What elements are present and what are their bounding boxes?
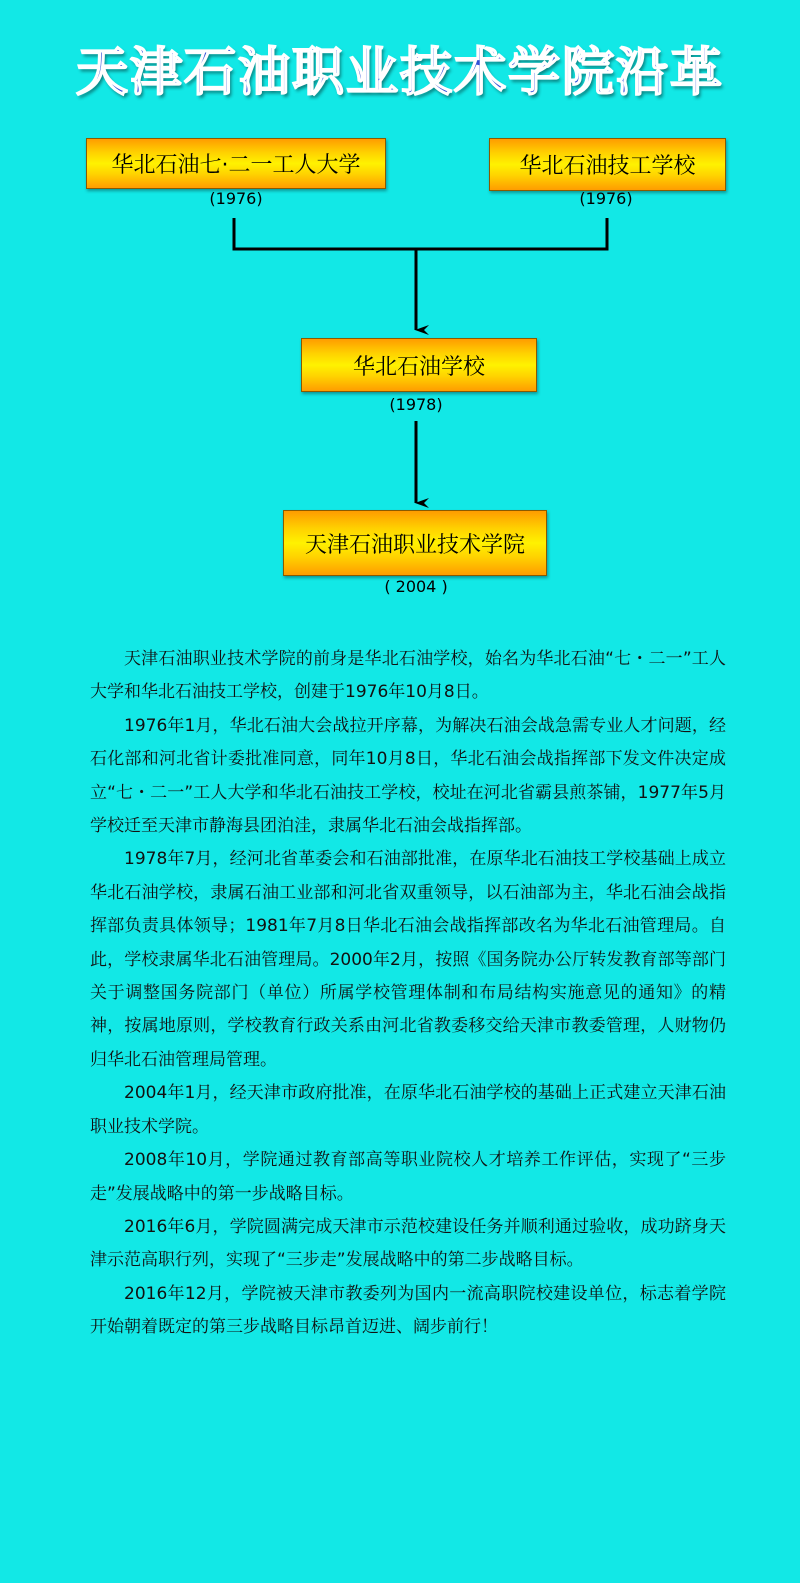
node-technical-school: 华北石油技工学校 bbox=[489, 138, 726, 191]
node-petroleum-school: 华北石油学校 bbox=[301, 338, 537, 392]
node-petroleum-school-year: (1978) bbox=[389, 395, 443, 414]
history-paragraph: 2016年6月，学院圆满完成天津市示范校建设任务并顺利通过验收，成功跻身天津示范高职行列，实现了“三步走”发展战略中的第二步战略目标。 bbox=[90, 1216, 726, 1271]
history-paragraph: 2004年1月，经天津市政府批准，在原华北石油学校的基础上正式建立天津石油职业技术学院。 bbox=[90, 1083, 726, 1137]
history-paragraph: 1978年7月，经河北省革委会和石油部批准，在原华北石油技工学校基础上成立华北石油学校，隶属石油工业部和河北省双重领导，以石油部为主，华北石油会战指挥部负责具体领导；1981年7月8日华北石油会战指挥部改名为华北石油管理局。自此，学校隶属华北石油管理局。2000年2月，按照《国务院办公厅转发教育部等部门关于调整国务院部门（单位）所属学校管理体制和布局结构实施意见的通知》的精神，按属地原则，学校教育行政关系由河北省教委移交给天津市教委管理，人财物仍归华北石油管理局管理。 bbox=[90, 849, 726, 1070]
page-title: 天津石油职业技术学院沿革 bbox=[75, 43, 724, 103]
node-vocational-college: 天津石油职业技术学院 bbox=[283, 510, 547, 576]
node-technical-school-year: (1976) bbox=[579, 189, 633, 208]
node-workers-university-year: (1976) bbox=[209, 189, 263, 208]
history-paragraph: 天津石油职业技术学院的前身是华北石油学校，始名为华北石油“七・二一”工人大学和华北石油技工学校，创建于1976年10月8日。 bbox=[90, 649, 726, 703]
node-workers-university: 华北石油七·二一工人大学 bbox=[86, 138, 386, 189]
merge-connector bbox=[234, 218, 607, 249]
history-text bbox=[90, 643, 726, 1345]
history-paragraph: 1976年1月，华北石油大会战拉开序幕，为解决石油会战急需专业人才问题，经石化部和河北省计委批准同意，同年10月8日，华北石油会战指挥部下发文件决定成立“七・二一”工人大学和华北石油技工学校，校址在河北省霸县煎茶铺，1977年5月学校迁至天津市静海县团泊洼，隶属华北石油会战指挥部。 bbox=[90, 715, 726, 837]
node-vocational-college-year: ( 2004 ) bbox=[384, 577, 448, 596]
history-paragraph: 2008年10月，学院通过教育部高等职业院校人才培养工作评估，实现了“三步走”发展战略中的第一步战略目标。 bbox=[90, 1150, 726, 1204]
history-paragraph: 2016年12月，学院被天津市教委列为国内一流高职院校建设单位，标志着学院开始朝着既定的第三步战略目标昂首迈进、阔步前行！ bbox=[90, 1283, 726, 1338]
